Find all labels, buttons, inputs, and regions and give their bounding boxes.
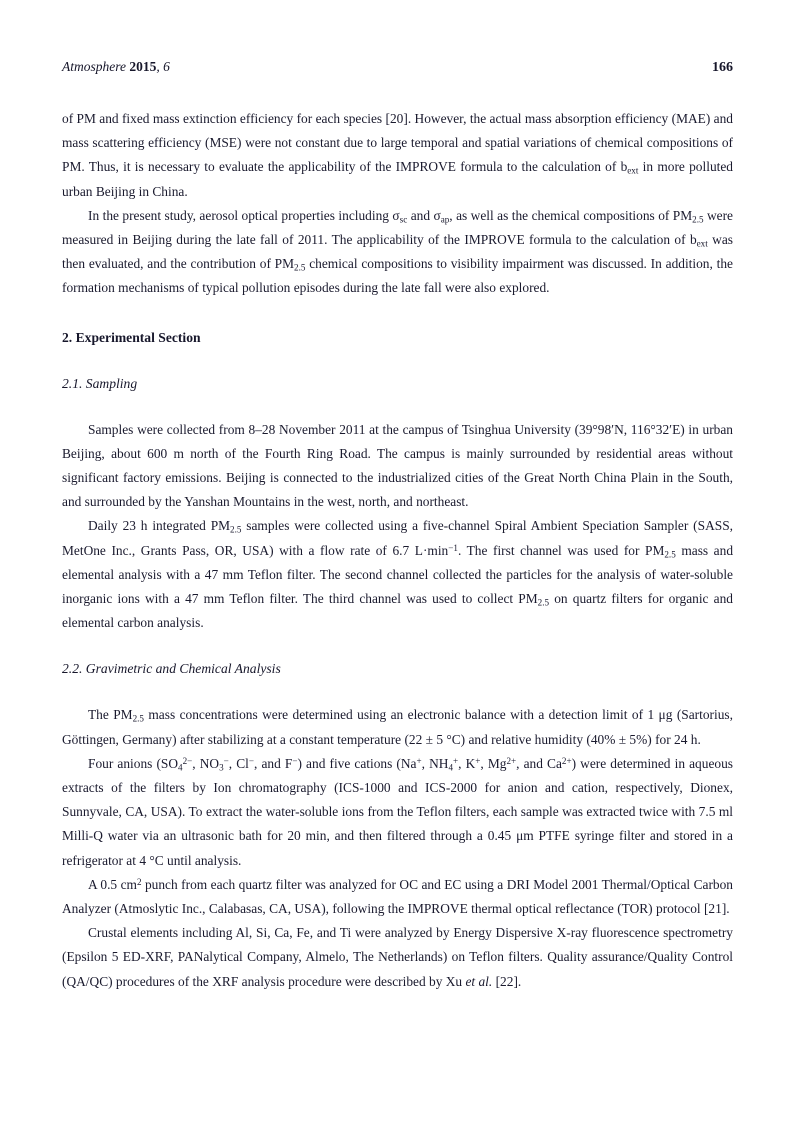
paragraph-mass-concentration-balance: The $PM_{2.5}$ mass concentrations were determined using an electronic balance with a detection limit of 1 μg (Sartorius, Göttingen, Germany) after stabilizing at a constant temperature (22 ± 5 °C) and relative humidity (40% ± 5%) for 24 h.: [62, 707, 733, 747]
spacer: [62, 301, 733, 326]
subsection-heading-gravimetric-chemical-analysis: 2.2. Gravimetric and Chemical Analysis: [62, 661, 281, 677]
running-head-journal-citation: Atmosphere 2015, 6: [62, 59, 170, 74]
paragraph-carbon-analyzer: A 0.5 $cm^2$ punch from each quartz filter was analyzed for OC and EC using a DRI Model 2001 Thermal/Optical Carbon Analyzer (Atmoslytic Inc., Calabasas, CA, USA), following the IMPROVE thermal optical reflectance (TOR) protocol [21].: [62, 876, 733, 917]
paragraph-sampling-site: Samples were collected from 8–28 November 2011 at the campus of Tsinghua University (39°98′N, 116°32′E) in urban Beijing, about 600 m north of the Fourth Ring Road. The campus is mainly surrounded by residential areas without significant factory emissions. Beijing is connected to the industrialized cities of the Great North China Plain in the South, and surrounded by the Yanshan Mountains in the west, north, and northeast.: [62, 421, 733, 510]
spacer: [62, 396, 733, 418]
subsection-heading-sampling: 2.1. Sampling: [62, 375, 138, 391]
page-number: 166: [712, 60, 733, 75]
spacer: [62, 681, 733, 703]
paragraph-ion-chromatography: Four anions ($SO_4^{2-}$, $NO_3^-$, Cl−, and F−) and five cations (Na+, $NH_4^+$, K+, $Mg^{2+}$, and $Ca^{2+}$) were determined in aqueous extracts of the filters by Ion chromatography (ICS-1000 and ICS-2000 for anion and cation, respectively, Dionex, Sunnyvale, CA, USA). To extract the water-soluble ions from the Teflon filters, each sample was extracted twice with 7.5 ml Milli-Q water via an ultrasonic bath for 20 min, and then filtered through a 0.45 μm PTFE syringe filter and stored in a refrigerator at 4 °C until analysis.: [62, 755, 733, 868]
paragraph-continued-from-previous-page: of PM and fixed mass extinction efficiency for each species [20]. However, the actual mass absorption efficiency (MAE) and mass scattering efficiency (MSE) were not constant due to large temporal and spatial variations of chemical compositions of PM. Thus, it is necessary to evaluate the applicability of the IMPROVE formula to the calculation of $b_{ext}$ in more polluted urban Beijing in China.: [62, 111, 733, 199]
paragraph-sampler-channels: Daily 23 h integrated $PM_{2.5}$ samples were collected using a five-channel Spiral Ambient Speciation Sampler (SASS, MetOne Inc., Grants Pass, OR, USA) with a flow rate of 6.7 $L\cdot\min^{-1}$. The first channel was used for $PM_{2.5}$ mass and elemental analysis with a 47 mm Teflon filter. The second channel collected the particles for the analysis of water-soluble inorganic ions with a 47 mm Teflon filter. The third channel was used to collect $PM_{2.5}$ on quartz filters for organic and elemental carbon analysis.: [62, 518, 734, 631]
running-head: [62, 58, 733, 77]
paragraph-crustal-elements-xrf: Crustal elements including Al, Si, Ca, Fe, and Ti were analyzed by Energy Dispersive X-ray fluorescence spectrometry (Epsilon 5 ED-XRF, PANalytical Company, Almelo, The Netherlands) on Teflon filters. Quality assurance/Quality Control (QA/QC) procedures of the XRF analysis procedure were described by Xu et al. [22].: [62, 925, 733, 989]
content-frame: [62, 0, 733, 994]
spacer: [62, 350, 733, 372]
paragraph-present-study: In the present study, aerosol optical properties including $\sigma_{sc}$ and $\sigma_{ap}$, as well as the chemical compositions of $PM_{2.5}$ were measured in Beijing during the late fall of 2011. The applicability of the IMPROVE formula to the calculation of $b_{ext}$ was then evaluated, and the contribution of $PM_{2.5}$ chemical compositions to visibility impairment was discussed. In addition, the formation mechanisms of typical pollution episodes during the late fall were also explored.: [62, 207, 733, 296]
section-heading-experimental-section: 2. Experimental Section: [62, 329, 201, 345]
article-body: [62, 107, 733, 994]
spacer: [62, 635, 733, 657]
